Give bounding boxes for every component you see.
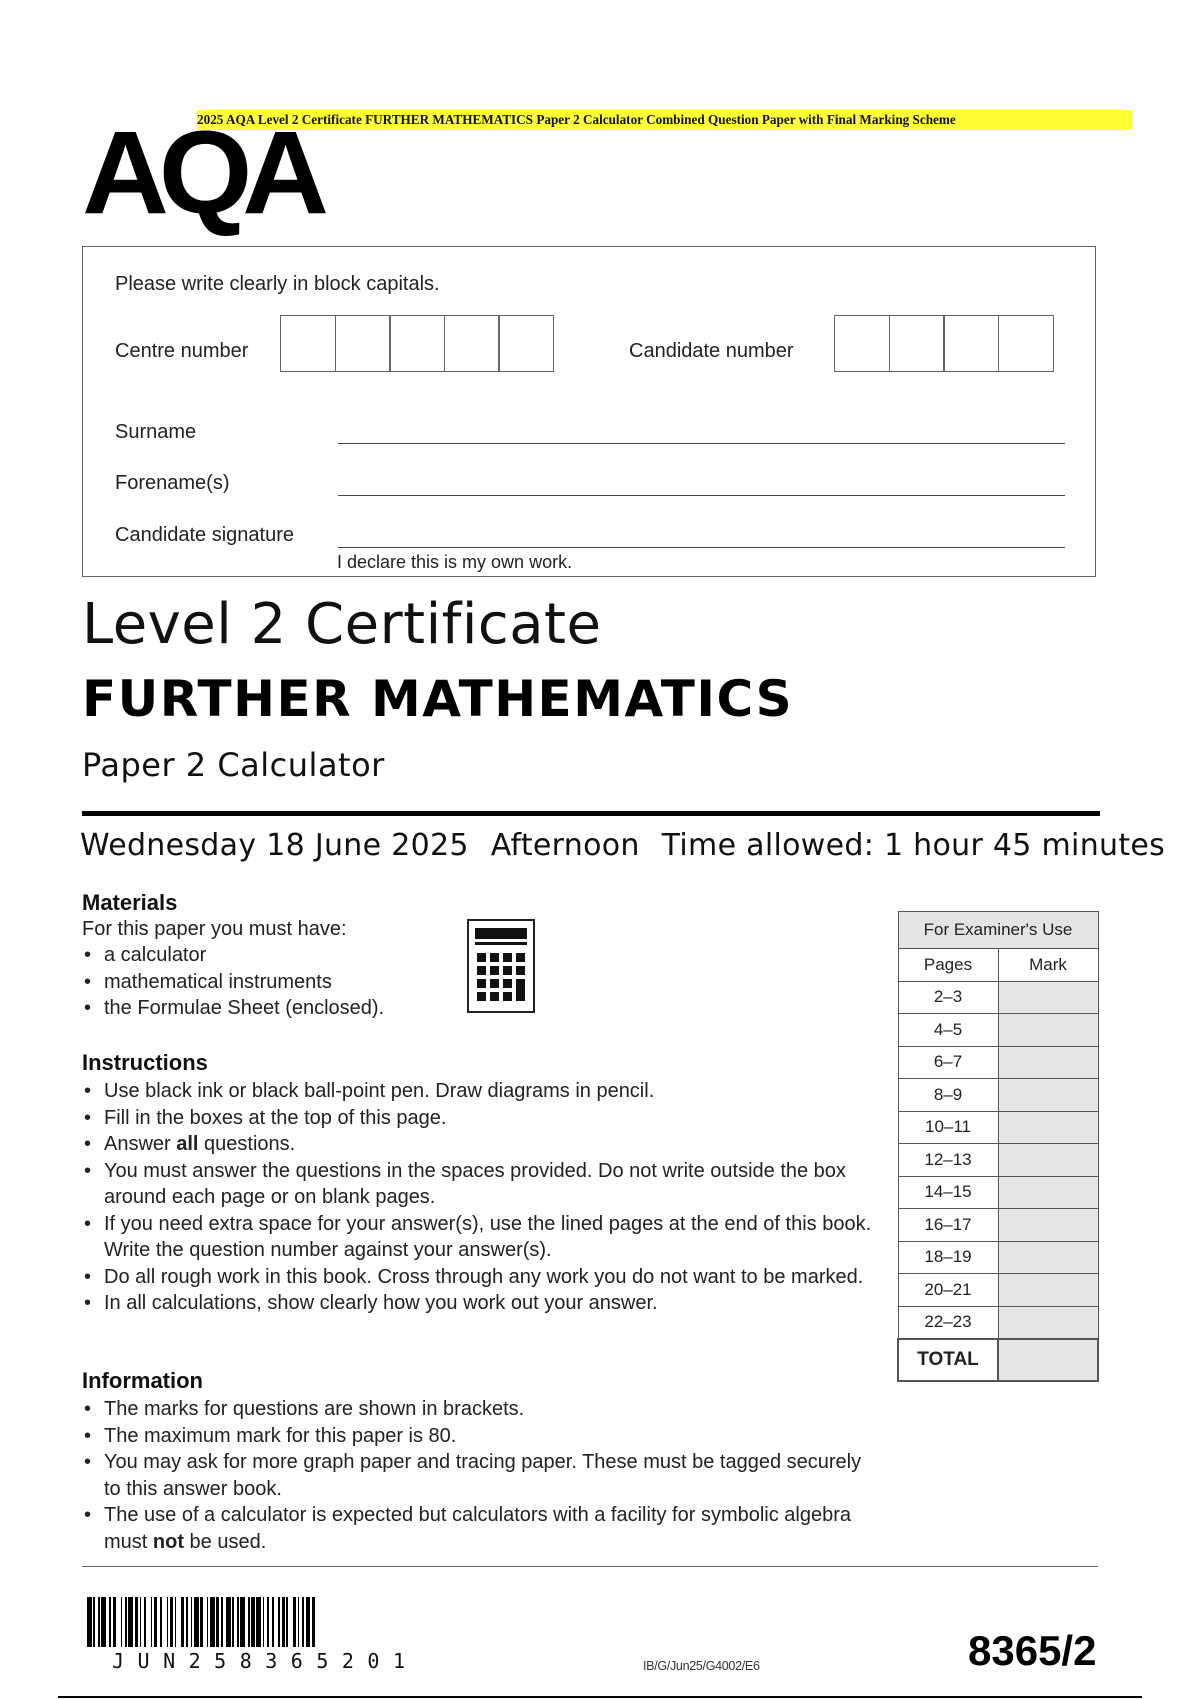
list-item: • Answer all questions. (82, 1131, 872, 1158)
declaration-text: I declare this is my own work. (337, 552, 573, 572)
candidate-number-digit[interactable] (998, 315, 1054, 372)
mark-column-header: Mark (998, 949, 1098, 982)
forenames-label: Forename(s) (115, 472, 230, 494)
pages-column-header: Pages (898, 949, 998, 982)
paper-code: 8365/2 (968, 1627, 1097, 1674)
mark-cell[interactable] (998, 1241, 1098, 1274)
pages-cell: 6–7 (898, 1046, 998, 1079)
forenames-field[interactable] (338, 495, 1065, 496)
table-row (898, 1144, 1098, 1177)
list-item: • You must answer the questions in the spaces provided. Do not write outside the box around each page or on blank pages. (82, 1158, 872, 1211)
signature-field[interactable] (338, 547, 1065, 548)
centre-number-boxes[interactable] (280, 315, 554, 372)
bottom-divider (58, 1696, 1142, 1698)
candidate-number-digit[interactable] (834, 315, 890, 372)
exam-session: Afternoon (490, 828, 640, 863)
list-item: • Use black ink or black ball-point pen. Draw diagrams in pencil. (82, 1078, 872, 1105)
mark-cell[interactable] (998, 1046, 1098, 1079)
table-row (898, 1241, 1098, 1274)
candidate-number-digit[interactable] (889, 315, 945, 372)
instructions-section (82, 1050, 872, 1317)
table-row (898, 1046, 1098, 1079)
paper-title: Paper 2 Calculator (82, 746, 385, 784)
instructions-heading: Instructions (82, 1050, 208, 1075)
list-item: • The maximum mark for this paper is 80. (82, 1423, 872, 1450)
barcode-number: JUN258365201 (112, 1649, 419, 1673)
signature-label: Candidate signature (115, 524, 295, 546)
table-row (898, 1306, 1098, 1339)
pages-cell: 10–11 (898, 1111, 998, 1144)
mark-cell[interactable] (998, 1144, 1098, 1177)
centre-number-digit[interactable] (280, 315, 336, 372)
surname-label: Surname (115, 421, 197, 443)
examiners-use-title: For Examiner's Use (898, 912, 1098, 949)
table-row (898, 1014, 1098, 1047)
centre-number-digit[interactable] (444, 315, 500, 372)
candidate-number-boxes[interactable] (834, 315, 1054, 372)
pages-cell: 14–15 (898, 1176, 998, 1209)
list-item: • Fill in the boxes at the top of this page. (82, 1105, 872, 1132)
total-mark-cell[interactable] (998, 1339, 1098, 1381)
mark-cell[interactable] (998, 1209, 1098, 1242)
table-row (898, 1209, 1098, 1242)
title-divider (82, 811, 1100, 816)
pages-cell: 8–9 (898, 1079, 998, 1112)
information-section (82, 1368, 872, 1555)
exam-date-line (80, 828, 1165, 863)
mark-cell[interactable] (998, 1274, 1098, 1307)
table-row (898, 1176, 1098, 1209)
centre-number-digit[interactable] (389, 315, 445, 372)
information-heading: Information (82, 1368, 203, 1393)
total-row (898, 1339, 1098, 1381)
candidate-number-digit[interactable] (943, 315, 999, 372)
pages-cell: 12–13 (898, 1144, 998, 1177)
block-capitals-instruction: Please write clearly in block capitals. (115, 273, 440, 295)
list-item: • If you need extra space for your answer(s), use the lined pages at the end of this book. Write the question number against your answer(s). (82, 1211, 872, 1264)
reference-code: IB/G/Jun25/G4002/E6 (643, 1659, 760, 1673)
barcode (87, 1597, 470, 1647)
aqa-logo: AQA (82, 107, 319, 239)
list-item: • a calculator (82, 942, 872, 969)
candidate-number-label: Candidate number (629, 340, 794, 362)
pages-cell: 20–21 (898, 1274, 998, 1307)
pages-cell: 2–3 (898, 981, 998, 1014)
table-row (898, 981, 1098, 1014)
centre-number-digit[interactable] (335, 315, 391, 372)
time-allowed: Time allowed: 1 hour 45 minutes (661, 828, 1166, 863)
materials-heading: Materials (82, 890, 178, 915)
level-title: Level 2 Certificate (82, 592, 602, 657)
mark-cell[interactable] (998, 1014, 1098, 1047)
pages-cell: 16–17 (898, 1209, 998, 1242)
table-row (898, 1274, 1098, 1307)
mark-cell[interactable] (998, 1079, 1098, 1112)
calculator-icon (467, 919, 535, 1013)
subject-title: FURTHER MATHEMATICS (82, 670, 794, 728)
list-item: • In all calculations, show clearly how you work out your answer. (82, 1290, 872, 1317)
list-item: • mathematical instruments (82, 969, 872, 996)
surname-field[interactable] (338, 443, 1065, 444)
mark-cell[interactable] (998, 1111, 1098, 1144)
list-item: • the Formulae Sheet (enclosed). (82, 995, 872, 1022)
list-item: • Do all rough work in this book. Cross through any work you do not want to be marked. (82, 1264, 872, 1291)
mark-cell[interactable] (998, 1306, 1098, 1339)
pages-cell: 18–19 (898, 1241, 998, 1274)
footer-divider (82, 1566, 1098, 1567)
list-item: • The use of a calculator is expected but calculators with a facility for symbolic algebra must not be used. (82, 1502, 872, 1555)
pages-cell: 22–23 (898, 1306, 998, 1339)
mark-cell[interactable] (998, 981, 1098, 1014)
table-row (898, 1079, 1098, 1112)
materials-intro: For this paper you must have: (82, 918, 347, 940)
list-item: • You may ask for more graph paper and tracing paper. These must be tagged securely to this answer book. (82, 1449, 872, 1502)
centre-number-label: Centre number (115, 340, 249, 362)
centre-number-digit[interactable] (498, 315, 554, 372)
total-label: TOTAL (898, 1339, 998, 1381)
list-item: • The marks for questions are shown in brackets. (82, 1396, 872, 1423)
exam-date: Wednesday 18 June 2025 (80, 828, 469, 863)
header-banner: 2025 AQA Level 2 Certificate FURTHER MATHEMATICS Paper 2 Calculator Combined Question Paper with Final Marking Scheme (197, 110, 1132, 130)
examiners-use-table (897, 911, 1099, 1382)
table-row (898, 1111, 1098, 1144)
pages-cell: 4–5 (898, 1014, 998, 1047)
mark-cell[interactable] (998, 1176, 1098, 1209)
